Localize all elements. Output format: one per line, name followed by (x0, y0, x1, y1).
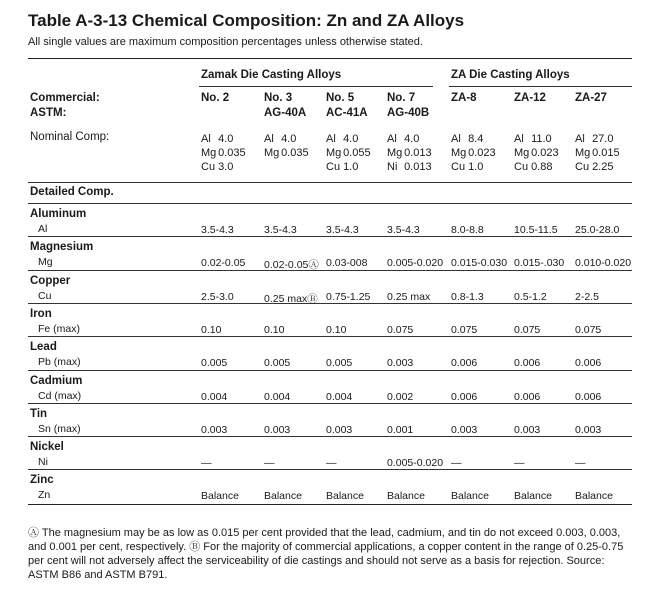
composition-cell: 0.006 (514, 390, 541, 403)
nominal-value: 0.023 (468, 147, 496, 159)
composition-cell: 0.006 (514, 357, 541, 370)
composition-cell: 0.10 (326, 323, 347, 336)
astm-label: ASTM: (30, 107, 67, 119)
composition-cell: 0.003 (201, 423, 228, 436)
alloy-commercial-name: ZA-27 (575, 92, 607, 104)
composition-cell: 25.0-28.0 (575, 224, 620, 236)
composition-cell: 0.001 (387, 423, 414, 436)
element-symbol: Mg (264, 147, 280, 159)
alloy-commercial-name: No. 5 (326, 92, 355, 104)
nominal-comp-label: Nominal Comp: (30, 131, 110, 143)
element-symbol: Al (264, 133, 274, 145)
nominal-value: 0.035 (281, 147, 309, 159)
alloy-commercial-name: No. 2 (201, 92, 230, 104)
nominal-comp-entry (451, 160, 496, 174)
composition-cell: 0.075 (514, 323, 541, 336)
footnote: Ⓐ The magnesium may be as low as 0.015 per cent provided that the lead, cadmium, and tin do not exceed 0.003, 0.003, and 0.001 per cent, respectively. Ⓑ For the majority of commercial applications, a copper content in the range of 0.25-0.75 per cent will not adversely affect the serviceability of die castings and should not serve as a basis for rejection. Source: ASTM B86 and ASTM B791. (28, 527, 624, 581)
nominal-comp-entry (326, 146, 371, 160)
composition-cell: 3.5-4.3 (264, 224, 297, 236)
composition-cell: 0.003 (264, 423, 291, 436)
element-name: Iron (30, 307, 52, 320)
composition-cell: 0.10 (201, 323, 222, 336)
nominal-comp-entry (326, 160, 371, 174)
nominal-value: 0.055 (343, 147, 371, 159)
composition-cell: — (451, 457, 462, 470)
alloy-commercial-name: No. 7 (387, 92, 416, 104)
row-divider (28, 236, 632, 237)
nominal-value: 0.013 (404, 147, 432, 159)
composition-cell: 0.004 (201, 390, 228, 403)
composition-cell: 0.005-0.020 (387, 457, 444, 470)
nominal-comp-entry (514, 146, 559, 160)
element-name: Cadmium (30, 374, 83, 387)
group-underline-za (449, 86, 632, 87)
composition-cell: 0.005 (326, 357, 353, 370)
composition-cell: Balance (326, 490, 364, 503)
nominal-value: 4.0 (281, 133, 297, 145)
nominal-comp-cell (514, 132, 559, 174)
composition-cell: 0.003 (575, 423, 602, 436)
nominal-value: 1.0 (468, 161, 484, 173)
composition-cell: 0.006 (575, 390, 602, 403)
element-symbol: Al (38, 223, 48, 235)
composition-cell: 0.02-0.05 (201, 257, 246, 270)
nominal-comp-entry (451, 146, 496, 160)
element-name: Nickel (30, 441, 64, 454)
composition-cell: 0.005-0.020 (387, 257, 444, 270)
alloy-astm-name: AG-40A (264, 107, 307, 119)
nominal-value: 3.0 (218, 161, 234, 173)
composition-cell: 0.5-1.2 (514, 290, 547, 303)
composition-cell: — (326, 457, 337, 470)
element-symbol: Ni (387, 161, 398, 173)
nominal-value: 0.035 (218, 147, 246, 159)
nominal-comp-cell (575, 132, 620, 174)
element-name: Magnesium (30, 241, 94, 254)
composition-cell: 8.0-8.8 (451, 224, 484, 236)
composition-cell: 0.015-.030 (514, 257, 565, 270)
row-divider (28, 403, 632, 404)
element-symbol: Mg (514, 147, 530, 159)
composition-cell: 0.004 (264, 390, 291, 403)
nominal-comp-entry (514, 132, 559, 146)
alloy-astm-name: AC-41A (326, 107, 368, 119)
element-name: Copper (30, 274, 71, 287)
composition-cell: Balance (514, 490, 552, 503)
nominal-comp-entry (514, 160, 559, 174)
composition-cell: 0.002 (387, 390, 414, 403)
element-symbol: Al (514, 133, 524, 145)
nominal-comp-entry (201, 160, 246, 174)
nominal-comp-entry (575, 146, 620, 160)
row-divider (28, 336, 632, 337)
nominal-value: 1.0 (343, 161, 359, 173)
composition-cell: — (264, 457, 275, 470)
composition-cell: 3.5-4.3 (326, 224, 359, 236)
element-symbol: Mg (201, 147, 217, 159)
element-symbol: Sn (max) (38, 422, 81, 435)
composition-cell: — (575, 457, 586, 470)
nominal-comp-entry (387, 132, 432, 146)
nominal-value: 4.0 (218, 133, 234, 145)
nominal-value: 0.013 (404, 161, 432, 173)
group-underline-zamak (199, 86, 433, 87)
rule-below-detailed (28, 203, 632, 204)
composition-cell: 0.015-0.030 (451, 257, 508, 270)
group-header-za: ZA Die Casting Alloys (451, 69, 570, 81)
page-title: Table A-3-13 Chemical Composition: Zn and ZA Alloys (28, 11, 465, 30)
composition-cell: 0.02-0.05Ⓐ (264, 259, 319, 272)
composition-cell: 0.03-008 (326, 257, 368, 270)
alloy-commercial-name: ZA-8 (451, 92, 477, 104)
element-symbol: Mg (326, 147, 342, 159)
element-symbol: Mg (451, 147, 467, 159)
element-name: Tin (30, 407, 48, 420)
detailed-comp-label: Detailed Comp. (30, 186, 114, 198)
element-symbol: Al (575, 133, 585, 145)
composition-cell: 0.010-0.020 (575, 257, 632, 270)
composition-cell: 0.003 (326, 423, 353, 436)
composition-cell: 2-2.5 (575, 290, 599, 303)
alloy-commercial-name: ZA-12 (514, 92, 546, 104)
composition-cell: 3.5-4.3 (387, 224, 420, 236)
composition-cell: Balance (451, 490, 489, 503)
row-divider (28, 270, 632, 271)
composition-cell: — (201, 457, 212, 470)
group-header-zamak: Zamak Die Casting Alloys (201, 69, 342, 81)
element-symbol: Ni (38, 456, 48, 469)
composition-cell: 0.004 (326, 390, 353, 403)
element-name: Lead (30, 341, 57, 354)
nominal-value: 4.0 (404, 133, 420, 145)
element-symbol: Al (201, 133, 211, 145)
nominal-value: 11.0 (531, 133, 552, 145)
composition-cell: Balance (387, 490, 425, 503)
nominal-value: 4.0 (343, 133, 359, 145)
element-symbol: Cd (max) (38, 389, 82, 402)
row-divider (28, 469, 632, 470)
composition-cell: 0.005 (201, 357, 228, 370)
composition-cell: 0.25 max (387, 290, 431, 303)
composition-cell: 2.5-3.0 (201, 290, 234, 303)
nominal-comp-cell (201, 132, 246, 174)
nominal-value: 0.015 (592, 147, 620, 159)
element-symbol: Al (326, 133, 336, 145)
element-symbol: Cu (575, 161, 590, 173)
nominal-comp-cell (387, 132, 432, 174)
nominal-comp-entry (264, 146, 309, 160)
composition-cell: 0.075 (451, 323, 478, 336)
element-symbol: Cu (38, 289, 52, 302)
alloy-commercial-name: No. 3 (264, 92, 293, 104)
rule-below-nominal (28, 182, 632, 183)
nominal-value: 27.0 (592, 133, 614, 145)
row-divider (28, 370, 632, 371)
composition-cell: 0.10 (264, 323, 285, 336)
row-divider (28, 436, 632, 437)
composition-cell: 0.25 maxⒷ (264, 292, 318, 305)
nominal-value: 0.023 (531, 147, 559, 159)
composition-cell: 0.006 (575, 357, 602, 370)
composition-cell: 0.005 (264, 357, 291, 370)
element-symbol: Cu (514, 161, 529, 173)
element-symbol: Cu (326, 161, 341, 173)
composition-cell: 0.003 (514, 423, 541, 436)
nominal-comp-cell (326, 132, 371, 174)
element-symbol: Cu (201, 161, 216, 173)
composition-cell: 10.5-11.5 (514, 224, 558, 236)
nominal-comp-entry (326, 132, 371, 146)
nominal-comp-entry (387, 160, 432, 174)
element-symbol: Al (451, 133, 461, 145)
element-symbol: Mg (38, 256, 53, 269)
composition-cell: — (514, 457, 525, 470)
nominal-comp-entry (575, 160, 620, 174)
composition-cell: Balance (264, 490, 302, 503)
element-symbol: Cu (451, 161, 466, 173)
element-symbol: Fe (max) (38, 322, 80, 335)
nominal-comp-cell (264, 132, 309, 160)
element-symbol: Mg (575, 147, 591, 159)
nominal-value: 0.88 (531, 161, 553, 173)
nominal-comp-entry (387, 146, 432, 160)
element-name: Zinc (30, 474, 54, 487)
page-subtitle: All single values are maximum composition percentages unless otherwise stated. (28, 36, 423, 48)
commercial-label: Commercial: (30, 92, 100, 104)
element-name: Aluminum (30, 208, 87, 220)
composition-cell: 0.8-1.3 (451, 290, 484, 303)
element-symbol: Mg (387, 147, 403, 159)
bottom-rule (28, 504, 632, 505)
nominal-comp-entry (451, 132, 496, 146)
nominal-comp-entry (575, 132, 620, 146)
nominal-comp-entry (264, 132, 309, 146)
composition-cell: 0.006 (451, 390, 478, 403)
composition-cell: Balance (201, 490, 239, 503)
composition-cell: 0.003 (451, 423, 478, 436)
element-symbol: Zn (38, 489, 51, 502)
row-divider (28, 303, 632, 304)
nominal-comp-entry (201, 146, 246, 160)
element-symbol: Al (387, 133, 397, 145)
alloy-astm-name: AG-40B (387, 107, 430, 119)
nominal-value: 2.25 (592, 161, 614, 173)
nominal-comp-entry (201, 132, 246, 146)
composition-cell: 0.75-1.25 (326, 290, 371, 303)
top-rule (28, 58, 632, 59)
element-symbol: Pb (max) (38, 356, 81, 369)
composition-cell: 3.5-4.3 (201, 224, 234, 236)
composition-cell: 0.003 (387, 357, 414, 370)
nominal-comp-cell (451, 132, 496, 174)
nominal-value: 8.4 (468, 133, 484, 145)
composition-cell: Balance (575, 490, 613, 503)
composition-cell: 0.075 (575, 323, 602, 336)
composition-cell: 0.006 (451, 357, 478, 370)
composition-cell: 0.075 (387, 323, 414, 336)
